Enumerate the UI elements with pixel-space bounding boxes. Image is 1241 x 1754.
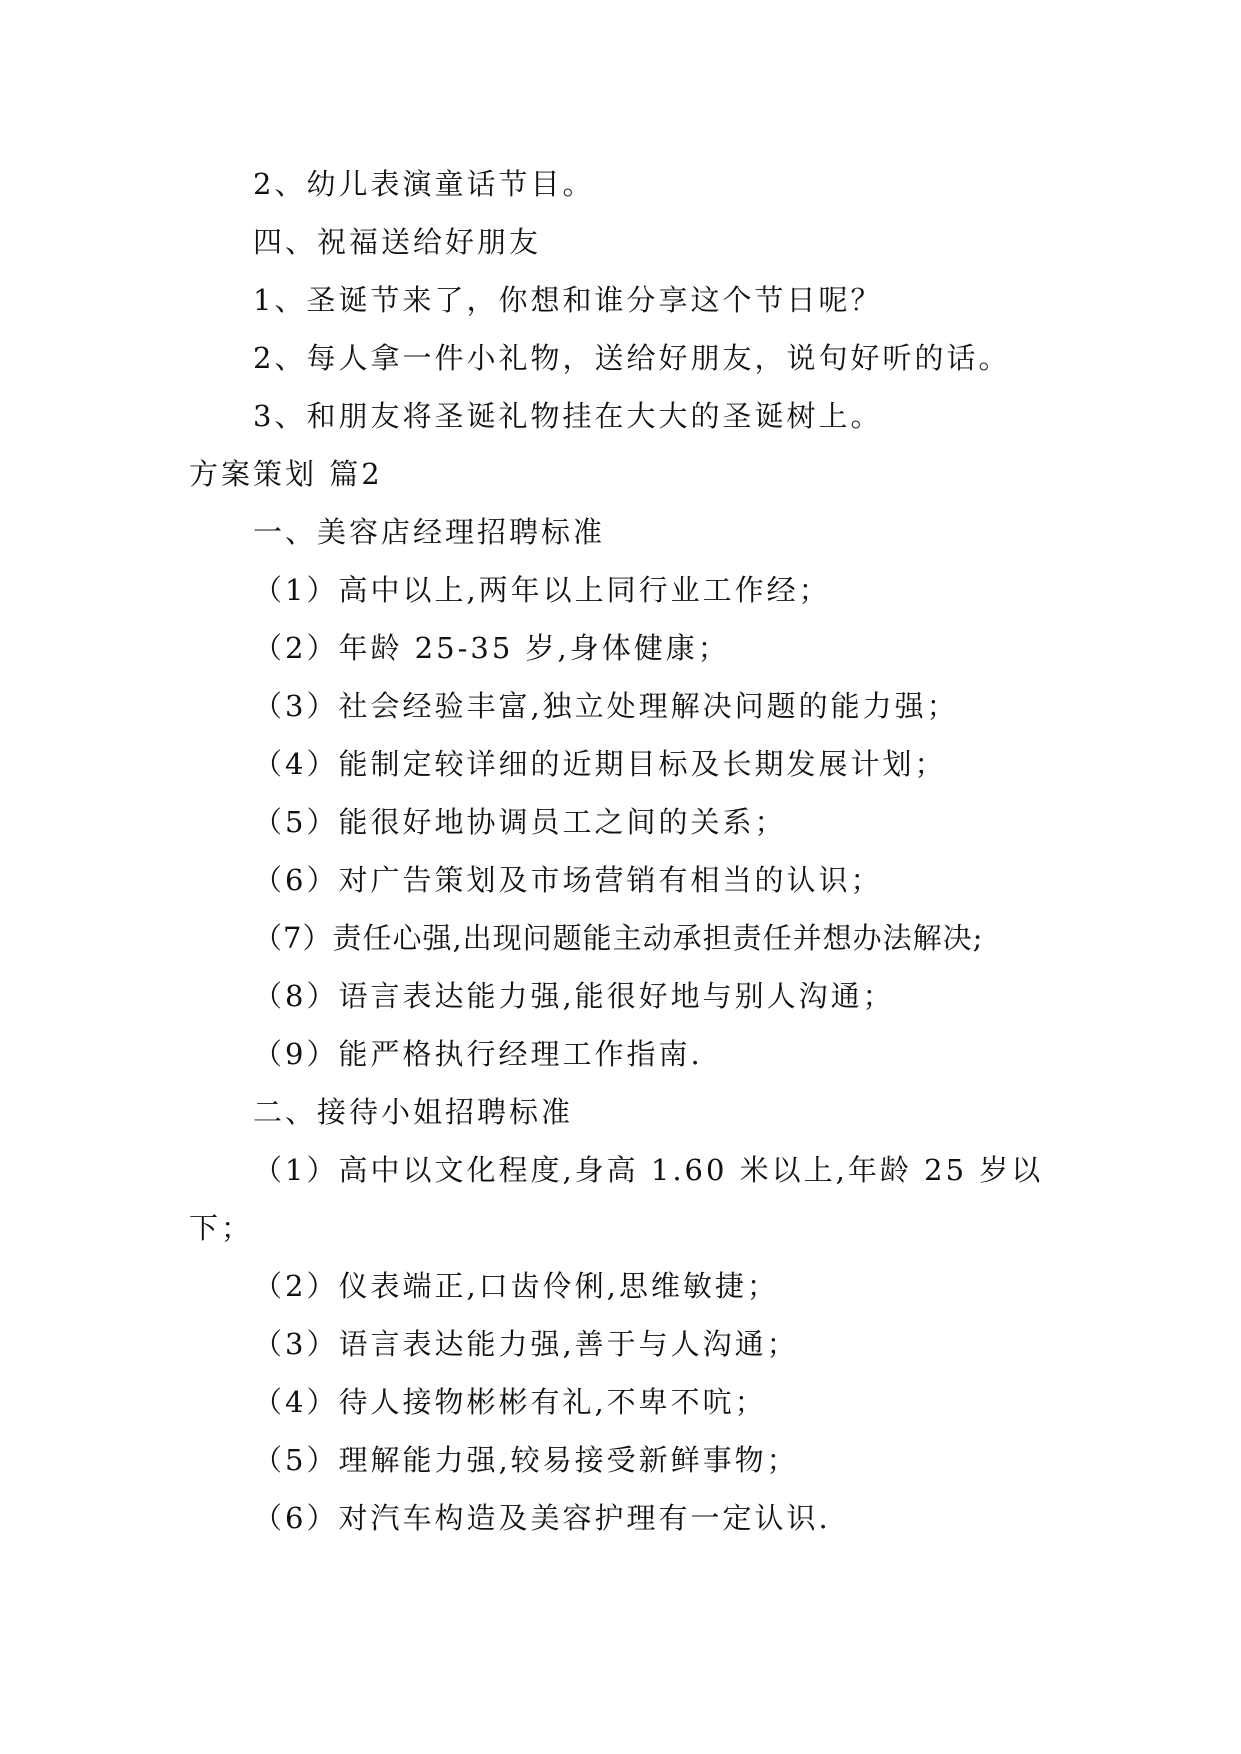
list-item: （1）高中以上,两年以上同行业工作经； (253, 573, 831, 607)
list-item: （6）对广告策划及市场营销有相当的认识； (253, 863, 883, 897)
list-item: （5）理解能力强,较易接受新鲜事物； (253, 1443, 799, 1477)
list-item: （1）高中以文化程度,身高 1.60 米以上,年龄 25 岁以 (253, 1153, 1044, 1187)
text-line: 3、和朋友将圣诞礼物挂在大大的圣诞树上。 (253, 399, 883, 433)
list-item: （2）仪表端正,口齿伶俐,思维敏捷； (253, 1269, 779, 1303)
list-item: （4）能制定较详细的近期目标及长期发展计划； (253, 747, 947, 781)
text-line: 2、幼儿表演童话节目。 (253, 167, 595, 201)
list-item: （3）社会经验丰富,独立处理解决问题的能力强； (253, 689, 959, 723)
text-line: 1、圣诞节来了，你想和谁分享这个节日呢？ (253, 283, 883, 317)
section-heading: 四、祝福送给好朋友 (253, 225, 542, 259)
section-heading: 一、美容店经理招聘标准 (253, 515, 606, 549)
list-item: （3）语言表达能力强,善于与人沟通； (253, 1327, 799, 1361)
list-item: （6）对汽车构造及美容护理有一定认识. (253, 1501, 831, 1535)
list-item: （9）能严格执行经理工作指南. (253, 1037, 703, 1071)
list-item: （2）年龄 25-35 岁,身体健康； (253, 631, 730, 665)
article-title: 方案策划 篇2 (189, 457, 383, 491)
list-item: （8）语言表达能力强,能很好地与别人沟通； (253, 979, 895, 1013)
list-item: （7）责任心强,出现问题能主动承担责任并想办法解决; (253, 921, 984, 955)
list-item: （5）能很好地协调员工之间的关系； (253, 805, 787, 839)
list-item-continuation: 下； (189, 1211, 254, 1245)
list-item: （4）待人接物彬彬有礼,不卑不吭； (253, 1385, 767, 1419)
text-line: 2、每人拿一件小礼物，送给好朋友，说句好听的话。 (253, 341, 1011, 375)
section-heading: 二、接待小姐招聘标准 (253, 1095, 574, 1129)
